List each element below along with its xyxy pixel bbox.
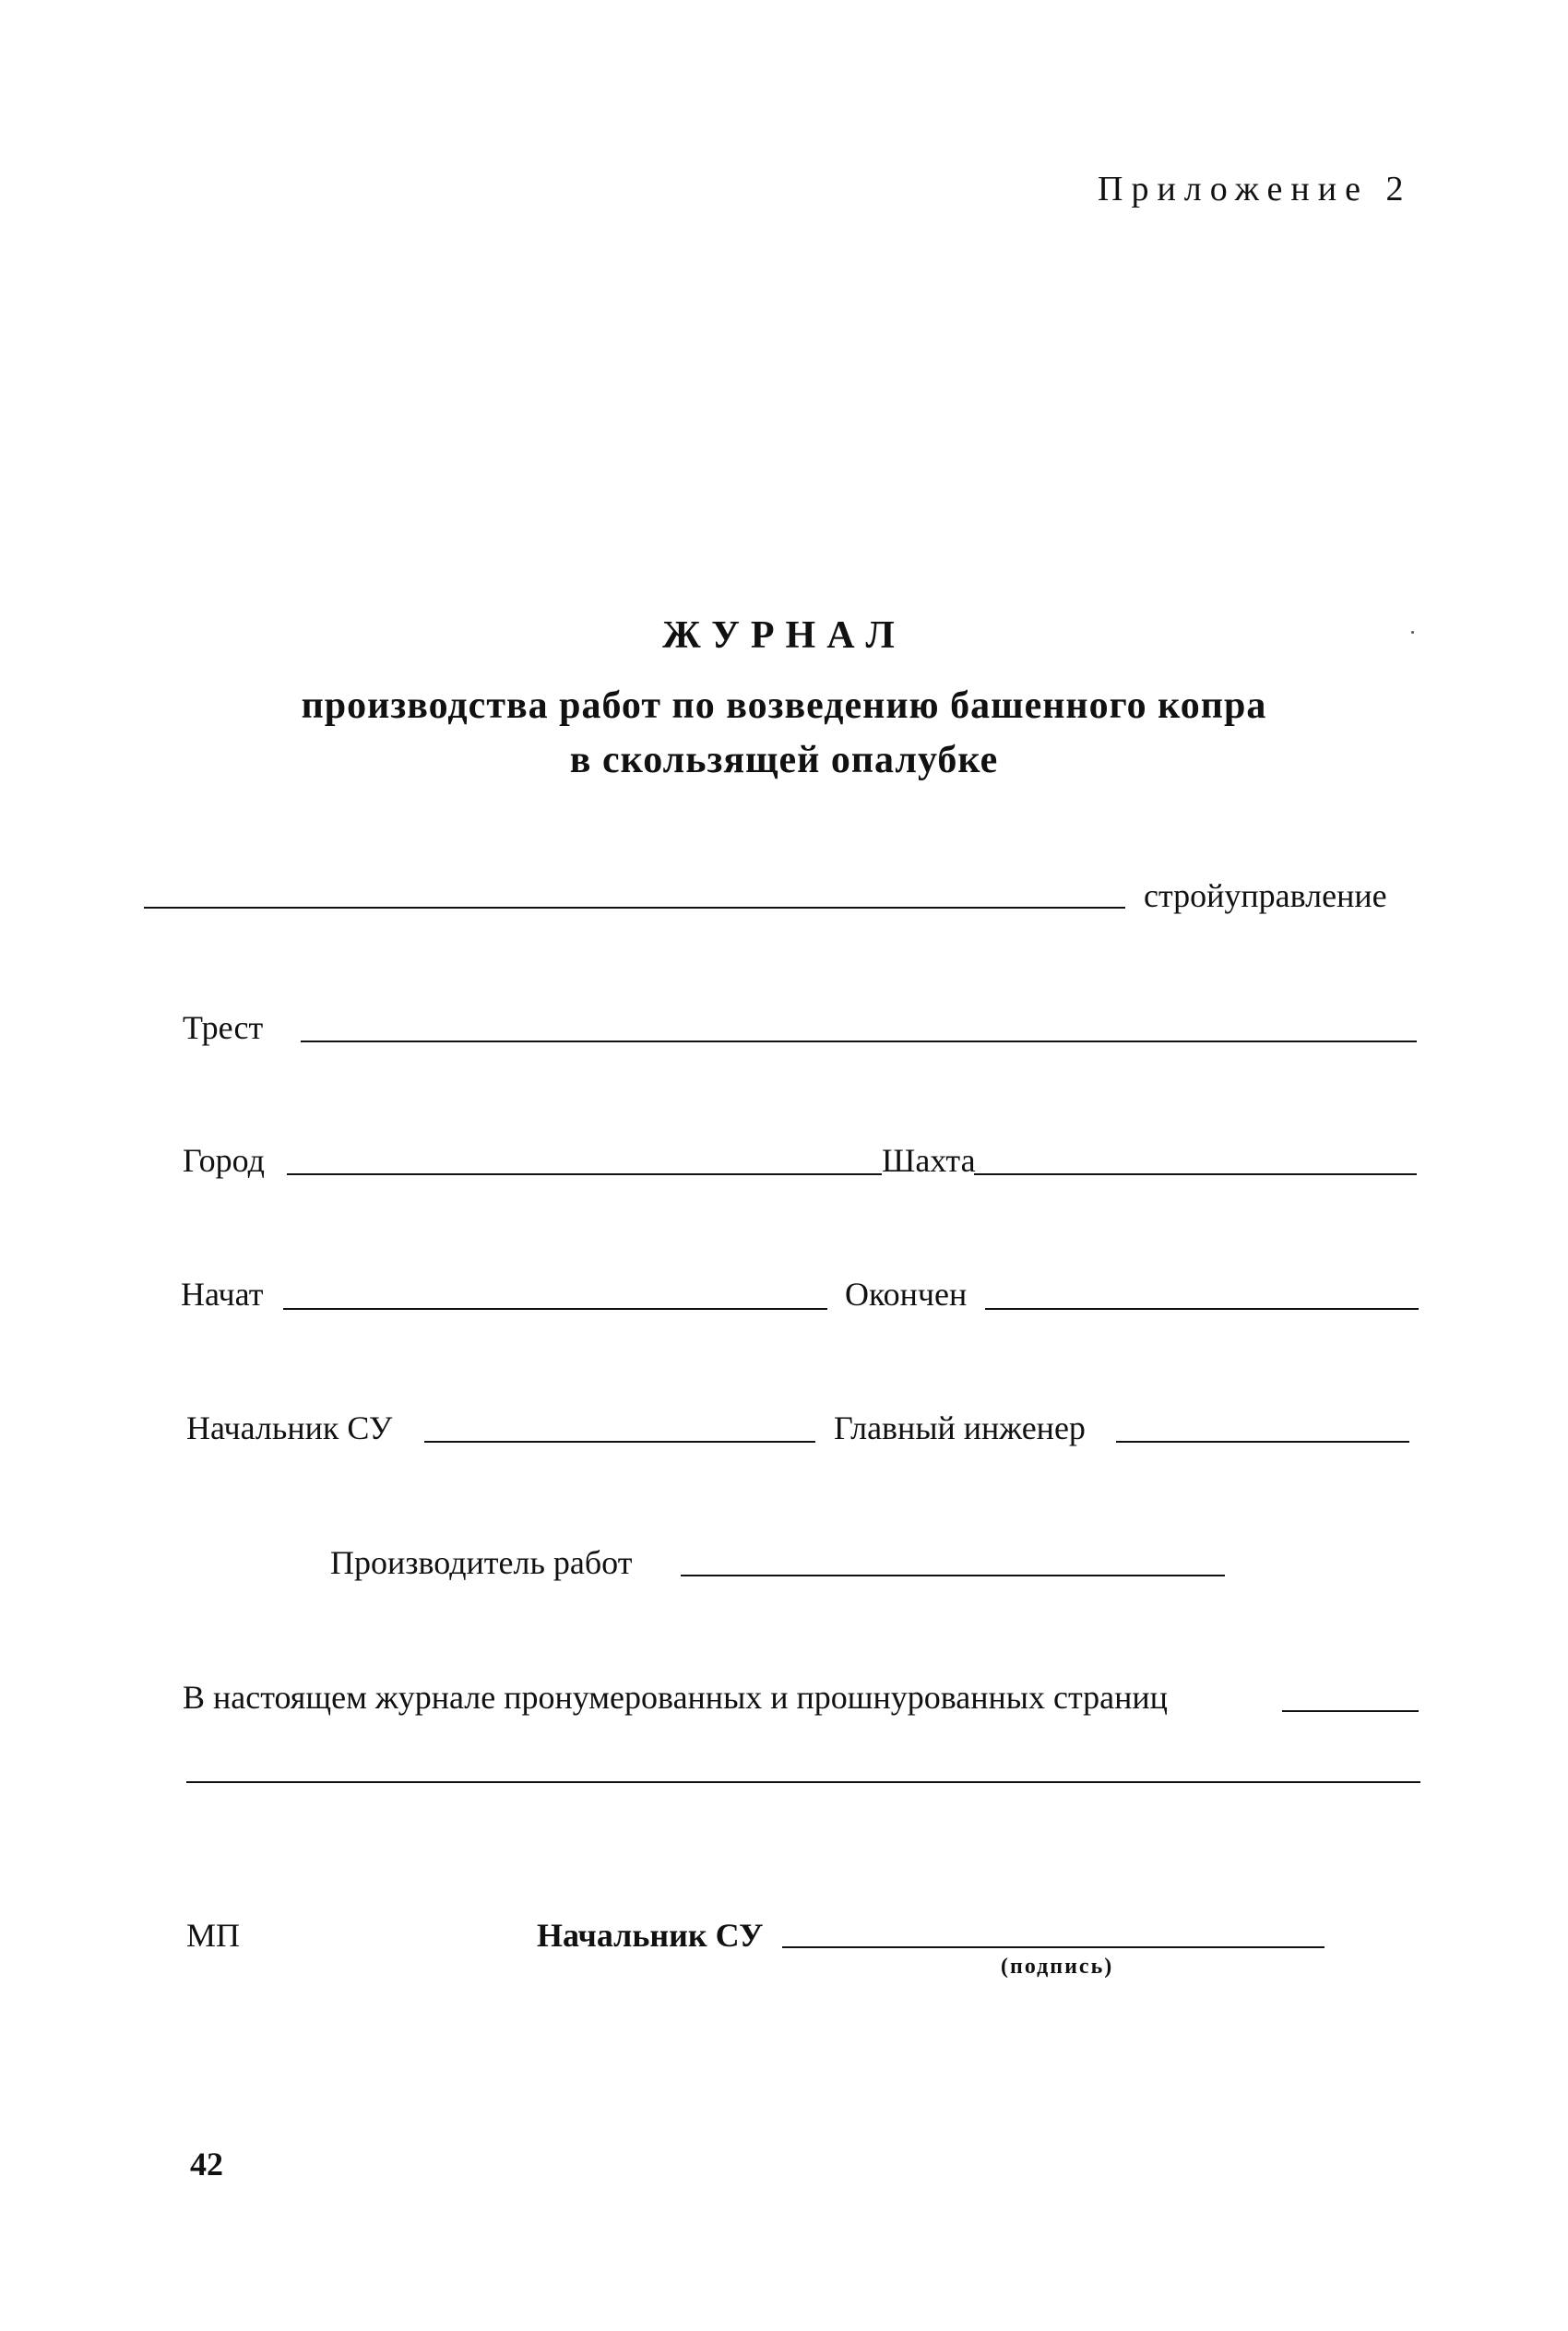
city-field-line[interactable] (287, 1173, 882, 1175)
signature-head-su-label: Начальник СУ (537, 1917, 764, 1954)
journal-subtitle-line-1: производства работ по возведению башенного копра (301, 684, 1267, 727)
started-field-line[interactable] (283, 1308, 827, 1310)
finished-field-line[interactable] (985, 1308, 1419, 1310)
pages-statement: В настоящем журнале пронумерованных и прошнурованных страниц (183, 1679, 1168, 1716)
signature-caption: (подпись) (1001, 1955, 1114, 1979)
works-manager-field-line[interactable] (681, 1575, 1225, 1576)
pages-count-words-field-line[interactable] (186, 1781, 1420, 1783)
construction-dept-field-line[interactable] (144, 907, 1125, 909)
signature-field-line[interactable] (782, 1946, 1324, 1948)
page-number: 42 (190, 2146, 223, 2182)
mine-label: Шахта (882, 1142, 976, 1179)
appendix-label: Приложение 2 (1098, 170, 1412, 208)
mine-field-line[interactable] (974, 1173, 1417, 1175)
trust-field-line[interactable] (301, 1041, 1417, 1042)
started-label: Начат (181, 1276, 264, 1313)
city-label: Город (183, 1142, 265, 1179)
chief-engineer-field-line[interactable] (1116, 1441, 1409, 1443)
stamp-label: МП (186, 1917, 241, 1954)
journal-subtitle-line-2: в скользящей опалубке (569, 739, 999, 781)
finished-label: Окончен (845, 1276, 968, 1313)
scan-speck (1411, 631, 1414, 634)
works-manager-label: Производитель работ (330, 1544, 633, 1581)
head-su-field-line[interactable] (424, 1441, 815, 1443)
trust-label: Трест (183, 1009, 264, 1046)
chief-engineer-label: Главный инженер (834, 1409, 1086, 1446)
pages-count-field-line[interactable] (1282, 1710, 1419, 1712)
head-su-label: Начальник СУ (186, 1409, 393, 1446)
journal-title: ЖУРНАЛ (662, 614, 906, 657)
construction-dept-label: стройуправление (1144, 877, 1387, 914)
